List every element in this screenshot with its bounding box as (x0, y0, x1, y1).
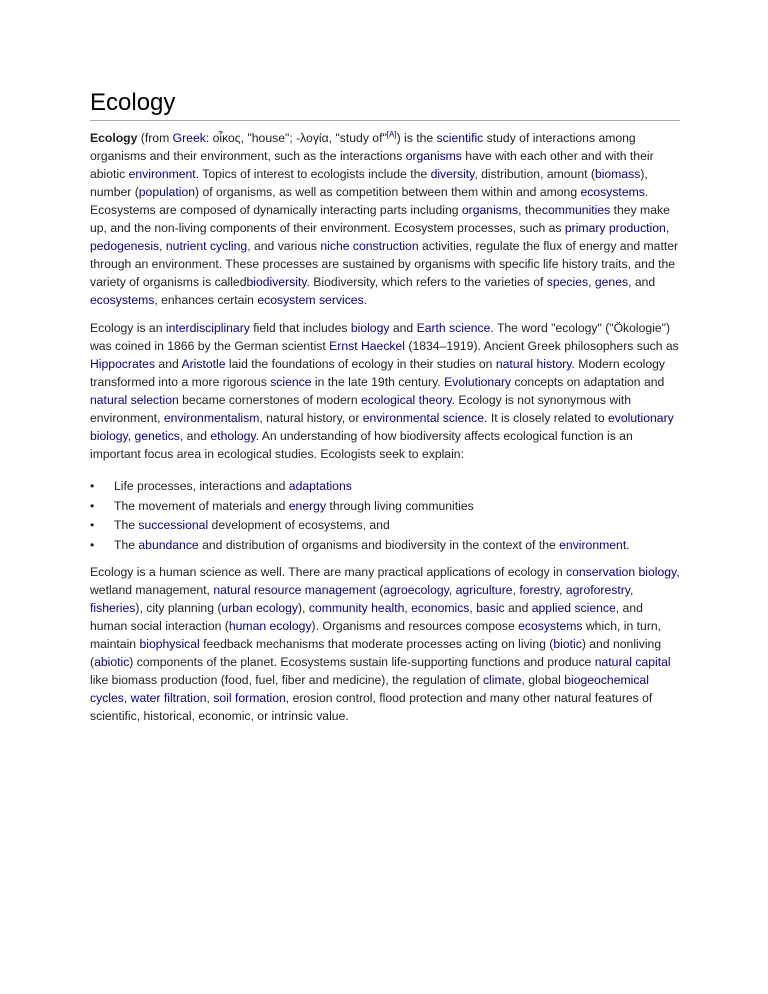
wiki-link[interactable]: natural capital (594, 655, 671, 669)
text-run: ) of organisms, as well as competition between them within and among (195, 185, 581, 199)
wiki-link[interactable]: urban ecology (221, 601, 298, 615)
text-run: and (155, 357, 182, 371)
text-run: , and various (247, 239, 321, 253)
text-run: , (665, 221, 670, 235)
wiki-link[interactable]: genes (594, 275, 629, 289)
text-run: , the (518, 203, 542, 217)
wiki-link[interactable]: soil formation (213, 691, 286, 705)
text-run: which, in turn, maintain (90, 619, 662, 651)
text-run: became cornerstones of modern (178, 393, 361, 407)
text-run: and (389, 321, 417, 335)
text-run: ( (375, 583, 384, 597)
text-run: development of ecosystems, and (208, 518, 390, 532)
explain-list (90, 477, 680, 555)
wiki-link[interactable]: agroecology (383, 583, 449, 597)
text-run: . (626, 537, 630, 552)
text-run: , (123, 691, 131, 705)
list-item (90, 477, 680, 497)
wiki-link[interactable]: conservation biology (566, 565, 677, 579)
wiki-link[interactable]: applied science (531, 601, 616, 615)
text-run: concepts on adaptation and (511, 375, 665, 389)
wiki-link[interactable]: community health (308, 601, 405, 615)
text-run: . Biodiversity, which refers to the varieties of (306, 275, 547, 289)
text-run: study of interactions among organisms and their environment, such as the interactions (90, 131, 636, 163)
wiki-link[interactable]: ecosystems (518, 619, 583, 633)
text-run: , enhances certain (154, 293, 258, 307)
text-run: , and (628, 275, 656, 289)
wiki-link[interactable]: ecological theory (361, 393, 452, 407)
text-run: , and (179, 429, 211, 443)
wiki-link[interactable]: niche construction (320, 239, 419, 253)
text-run: . Modern ecology transformed into a more rigorous (90, 357, 666, 389)
wiki-link[interactable]: environmental science (362, 411, 485, 425)
text-run: , distribution, amount ( (474, 167, 595, 181)
wiki-link[interactable]: biodiversity (246, 275, 307, 289)
text-run: , (448, 583, 456, 597)
wiki-link[interactable]: biophysical (139, 637, 200, 651)
applications-paragraph (90, 563, 680, 725)
list-item-text (114, 518, 390, 532)
wiki-link[interactable]: biomass (594, 167, 641, 181)
text-run: ) is the (396, 131, 437, 145)
page-title: Ecology (90, 88, 680, 121)
text-run: : οἶκος, "house"; -λογία, "study of" (205, 131, 387, 145)
wiki-link[interactable]: successional (138, 518, 209, 532)
bold-term: Ecology (90, 131, 138, 145)
wiki-link[interactable]: Aristotle (181, 357, 226, 371)
text-run: , (559, 583, 566, 597)
wiki-link[interactable]: water filtration (130, 691, 207, 705)
text-run: laid the foundations of ecology in their studies on (225, 357, 496, 371)
text-run: The movement of materials and (114, 498, 289, 513)
text-run: like biomass production (food, fuel, fiber and medicine), the regulation of (90, 673, 483, 687)
text-run: have with each other and with their abiotic (90, 149, 654, 181)
article (90, 88, 680, 735)
wiki-link[interactable]: economics (411, 601, 470, 615)
text-run: , and human social interaction ( (90, 601, 643, 633)
wiki-link[interactable]: scientific (436, 131, 484, 145)
text-run: they make up, and the non-living components of their environment. Ecosystem processes, such as (90, 203, 670, 235)
wiki-link[interactable]: Earth science (416, 321, 491, 335)
text-run: (from (137, 131, 173, 145)
bullet: • (90, 479, 95, 493)
footnote-link[interactable]: [A] (386, 129, 397, 139)
text-run: , (404, 601, 412, 615)
text-run: . (363, 293, 368, 307)
text-run: , (588, 275, 595, 289)
text-run: and distribution of organisms and biodiversity in the context of the (198, 537, 560, 552)
wiki-link[interactable]: abundance (138, 537, 199, 552)
wiki-link[interactable]: agriculture (455, 583, 513, 597)
text-run: activities, regulate the flux of energy and matter through an environment. These processes are sustained by organisms with specific life history traits, and the variety of organisms is called (90, 239, 679, 289)
wiki-link[interactable]: environment (128, 167, 196, 181)
wiki-link[interactable]: interdisciplinary (165, 321, 250, 335)
wiki-link[interactable]: energy (288, 498, 327, 513)
text-run: , (127, 429, 135, 443)
text-run: , erosion control, flood protection and many other natural features of scientific, historical, economic, or intrinsic value. (90, 691, 653, 723)
list-item (90, 536, 680, 556)
wiki-link[interactable]: species (546, 275, 589, 289)
text-run: , (512, 583, 520, 597)
text-run: , (469, 601, 477, 615)
text-run: Ecology is a human science as well. There are many practical applications of ecology in (90, 565, 567, 579)
wiki-link[interactable]: organisms (461, 203, 519, 217)
text-run: and (504, 601, 532, 615)
text-run: field that includes (249, 321, 351, 335)
text-run: in the late 19th century. (311, 375, 445, 389)
wiki-link[interactable]: environmentalism (163, 411, 260, 425)
wiki-link[interactable]: biology (350, 321, 390, 335)
wiki-link[interactable]: ecosystem services (257, 293, 364, 307)
text-run: ) components of the planet. Ecosystems sustain life-supporting functions and produce (129, 655, 595, 669)
intro-paragraph (90, 129, 680, 309)
wiki-link[interactable]: agroforestry (565, 583, 630, 597)
list-item (90, 516, 680, 536)
wiki-link[interactable]: adaptations (288, 479, 352, 493)
text-run: ) and nonliving ( (90, 637, 662, 669)
text-run: , natural history, or (259, 411, 363, 425)
wiki-link[interactable]: population (138, 185, 196, 199)
text-run: through living communities (326, 498, 474, 513)
text-run: . An understanding of how biodiversity affects ecological function is an important focus area in ecological studies. Ecologists seek to explain: (90, 429, 633, 461)
wiki-link[interactable]: climate (482, 673, 522, 687)
wiki-link[interactable]: human ecology (228, 619, 312, 633)
wiki-link[interactable]: diversity (430, 167, 475, 181)
text-run: The (114, 518, 139, 532)
list-item-text (114, 499, 474, 513)
wiki-link[interactable]: ethology (210, 429, 256, 443)
wiki-link[interactable]: natural selection (90, 393, 179, 407)
wiki-link[interactable]: organisms (405, 149, 462, 163)
wiki-link[interactable]: Ernst Haeckel (329, 339, 406, 353)
wiki-link[interactable]: ecosystems (90, 293, 155, 307)
text-run: , wetland management, (90, 565, 680, 597)
history-paragraph (90, 319, 680, 463)
wiki-link[interactable]: Evolutionary (444, 375, 512, 389)
wiki-link[interactable]: nutrient cycling (165, 239, 248, 253)
wiki-link[interactable]: Hippocrates (90, 357, 156, 371)
wiki-link[interactable]: communities (541, 203, 611, 217)
text-run: . Ecosystems are composed of dynamically interacting parts including (90, 185, 649, 217)
wiki-link[interactable]: primary production (564, 221, 666, 235)
wiki-link[interactable]: biogeochemical cycles (90, 673, 649, 705)
text-run: , (629, 583, 634, 597)
wiki-link[interactable]: natural resource management (213, 583, 376, 597)
wiki-link[interactable]: ecosystems (580, 185, 645, 199)
text-run: The (114, 537, 139, 552)
list-item-text (114, 479, 352, 493)
text-run: , (206, 691, 214, 705)
text-run: Life processes, interactions and (114, 479, 289, 493)
text-run: ), city planning ( (135, 601, 222, 615)
wiki-link[interactable]: genetics (134, 429, 180, 443)
text-run: . Topics of interest to ecologists include the (195, 167, 431, 181)
wiki-link[interactable]: natural history (495, 357, 572, 371)
wiki-link[interactable]: biotic (553, 637, 582, 651)
wiki-link[interactable]: evolutionary biology (90, 411, 674, 443)
wiki-link[interactable]: fisheries (90, 601, 136, 615)
bullet: • (90, 518, 95, 532)
list-item (90, 497, 680, 517)
bullet: • (90, 537, 95, 552)
text-run: feedback mechanisms that moderate processes acting on living ( (199, 637, 554, 651)
text-run: , global (521, 673, 565, 687)
wiki-link[interactable]: forestry (519, 583, 560, 597)
wiki-link[interactable]: pedogenesis (90, 239, 160, 253)
text-run: ). Organisms and resources compose (311, 619, 519, 633)
text-run: , (159, 239, 166, 253)
text-run: . The word "ecology" ("Ökologie") was coined in 1866 by the German scientist (90, 321, 671, 353)
wiki-link[interactable]: basic (476, 601, 505, 615)
text-run: . Ecology is not synonymous with environment, (90, 393, 632, 425)
text-run: ), number ( (90, 167, 648, 199)
wiki-link[interactable]: science (270, 375, 312, 389)
text-run: Ecology is an (90, 321, 166, 335)
text-run: ), (298, 601, 309, 615)
wiki-link[interactable]: environment (559, 537, 627, 552)
list-item-text (114, 538, 630, 552)
text-run: (1834–1919). Ancient Greek philosophers such as (405, 339, 679, 353)
wiki-link[interactable]: Greek (172, 131, 206, 145)
bullet: • (90, 498, 95, 513)
wiki-link[interactable]: abiotic (94, 655, 130, 669)
text-run: . It is closely related to (484, 411, 609, 425)
